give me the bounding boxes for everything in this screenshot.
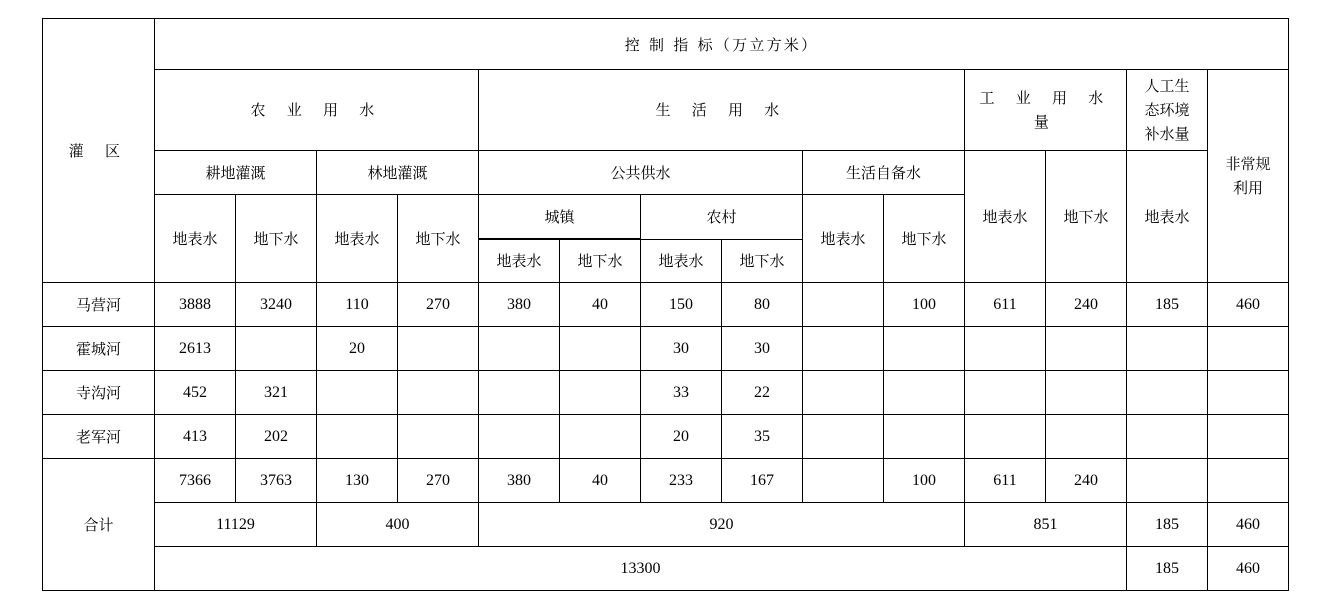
agri-water-header: 农 业 用 水	[155, 70, 479, 151]
industry-ground-header: 地下水	[1046, 151, 1127, 283]
agri-forest-sum: 400	[317, 503, 479, 547]
cell: 233	[641, 459, 722, 503]
cell: 202	[236, 415, 317, 459]
cell: 270	[398, 283, 479, 327]
cell: 2613	[155, 327, 236, 371]
forest-ground-header: 地下水	[398, 195, 479, 283]
cell	[884, 415, 965, 459]
cell: 167	[722, 459, 803, 503]
grand-eco: 185	[1127, 547, 1208, 591]
cell: 20	[317, 327, 398, 371]
cell: 30	[722, 327, 803, 371]
cell	[479, 371, 560, 415]
village-ground-header: 地下水	[722, 240, 803, 283]
cell: 40	[560, 283, 641, 327]
grand-nonconv: 460	[1208, 547, 1289, 591]
cell: 270	[398, 459, 479, 503]
eco-water-header: 人工生态环境补水量	[1127, 70, 1208, 151]
cell	[398, 415, 479, 459]
industry-sum: 851	[965, 503, 1127, 547]
agri-farm-sum: 11129	[155, 503, 317, 547]
cell	[1208, 327, 1289, 371]
cell: 452	[155, 371, 236, 415]
table-row	[43, 283, 1289, 327]
total-label: 合计	[43, 459, 155, 591]
cell: 30	[641, 327, 722, 371]
cell: 3240	[236, 283, 317, 327]
farm-surface-header: 地表水	[155, 195, 236, 283]
cell	[560, 327, 641, 371]
town-header: 城镇	[479, 195, 641, 239]
cell	[884, 371, 965, 415]
cell: 20	[641, 415, 722, 459]
grand-total-row	[43, 547, 1289, 591]
nonconventional-header: 非常规利用	[1208, 70, 1289, 283]
row-name: 马营河	[43, 283, 155, 327]
cell	[803, 371, 884, 415]
cell	[965, 371, 1046, 415]
row-name: 霍城河	[43, 327, 155, 371]
grand-total: 13300	[155, 547, 1127, 591]
cell: 40	[560, 459, 641, 503]
self-supply-header: 生活自备水	[803, 151, 965, 195]
nonconv-sum: 460	[1208, 503, 1289, 547]
cell: 33	[641, 371, 722, 415]
cell: 413	[155, 415, 236, 459]
cell	[965, 327, 1046, 371]
cell	[317, 371, 398, 415]
region-header: 灌 区	[43, 19, 155, 283]
cell	[1046, 371, 1127, 415]
cell	[1127, 415, 1208, 459]
forest-surface-header: 地表水	[317, 195, 398, 283]
farm-ground-header: 地下水	[236, 195, 317, 283]
cell	[1208, 415, 1289, 459]
cell	[803, 327, 884, 371]
cell: 460	[1208, 283, 1289, 327]
cell	[803, 415, 884, 459]
cell: 35	[722, 415, 803, 459]
cell	[236, 327, 317, 371]
cell	[1127, 327, 1208, 371]
public-supply-header: 公共供水	[479, 151, 803, 195]
cell	[965, 415, 1046, 459]
self-surface-header: 地表水	[803, 195, 884, 283]
water-quota-table	[42, 18, 1289, 591]
cell: 321	[236, 371, 317, 415]
cell	[560, 415, 641, 459]
cell: 380	[479, 459, 560, 503]
industry-water-header: 工 业 用 水 量	[965, 70, 1127, 151]
cell: 3888	[155, 283, 236, 327]
cell	[560, 371, 641, 415]
cell: 611	[965, 459, 1046, 503]
cell: 185	[1127, 283, 1208, 327]
cell: 240	[1046, 283, 1127, 327]
table-row	[43, 371, 1289, 415]
cell	[479, 415, 560, 459]
cell	[1208, 371, 1289, 415]
cell: 3763	[236, 459, 317, 503]
cell	[1127, 459, 1208, 503]
domestic-water-header: 生 活 用 水	[479, 70, 965, 151]
cell: 80	[722, 283, 803, 327]
cell: 130	[317, 459, 398, 503]
table-row	[43, 327, 1289, 371]
cell	[803, 459, 884, 503]
cell: 110	[317, 283, 398, 327]
row-name: 老军河	[43, 415, 155, 459]
town-surface-header: 地表水	[479, 240, 560, 283]
cell	[317, 415, 398, 459]
cell	[803, 283, 884, 327]
self-ground-header: 地下水	[884, 195, 965, 283]
cell	[479, 327, 560, 371]
town-ground-header: 地下水	[560, 240, 641, 283]
cell: 100	[884, 459, 965, 503]
village-header: 农村	[641, 195, 803, 240]
forest-irrigation-header: 林地灌溉	[317, 151, 479, 195]
cell: 150	[641, 283, 722, 327]
domestic-sum: 920	[479, 503, 965, 547]
cell	[398, 327, 479, 371]
cell: 7366	[155, 459, 236, 503]
eco-sum: 185	[1127, 503, 1208, 547]
cell	[1127, 371, 1208, 415]
cell: 240	[1046, 459, 1127, 503]
farmland-irrigation-header: 耕地灌溉	[155, 151, 317, 195]
cell	[1208, 459, 1289, 503]
cell: 100	[884, 283, 965, 327]
village-surface-header: 地表水	[641, 240, 722, 283]
total-category-row	[43, 503, 1289, 547]
cell: 22	[722, 371, 803, 415]
cell	[398, 371, 479, 415]
total-detail-row	[43, 459, 1289, 503]
cell	[1046, 415, 1127, 459]
cell: 611	[965, 283, 1046, 327]
table-row	[43, 415, 1289, 459]
table-title: 控 制 指 标（万立方米）	[155, 19, 1289, 70]
cell: 380	[479, 283, 560, 327]
eco-surface-header: 地表水	[1127, 151, 1208, 283]
row-name: 寺沟河	[43, 371, 155, 415]
cell	[1046, 327, 1127, 371]
industry-surface-header: 地表水	[965, 151, 1046, 283]
cell	[884, 327, 965, 371]
